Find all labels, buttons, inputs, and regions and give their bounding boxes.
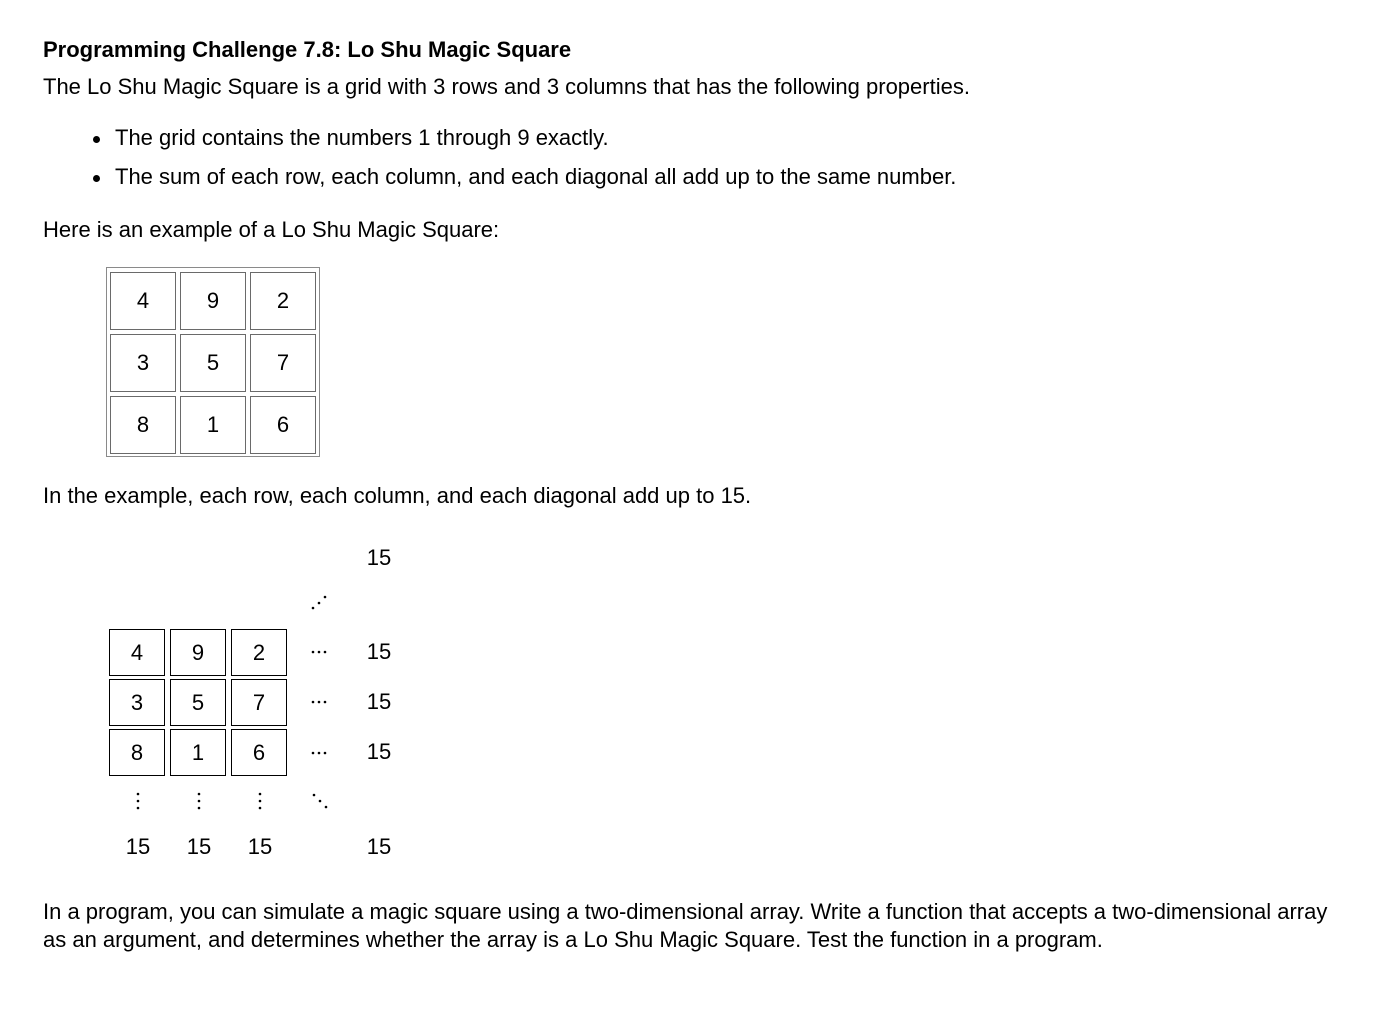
grid-cell: 6 <box>250 396 316 454</box>
diagonal-sum: 15 <box>366 834 392 859</box>
grid-cell: 6 <box>231 729 287 776</box>
dot-mark <box>137 807 140 810</box>
grid-cell: 5 <box>180 334 246 392</box>
column-sum: 15 <box>125 834 151 859</box>
task-paragraph: In a program, you can simulate a magic square using a two-dimensional array. Write a function that accepts a two-dimensional array as an argument, and determines whether the array is a Lo Shu Magic Square. Test the function in a program. <box>43 899 1328 952</box>
dot-mark <box>137 793 140 796</box>
list-item: The grid contains the numbers 1 through 9 exactly. <box>90 124 956 163</box>
grid-cell: 5 <box>170 679 226 726</box>
grid-cell: 9 <box>170 629 226 676</box>
grid-cell: 3 <box>110 334 176 392</box>
dot-mark <box>324 651 327 654</box>
dot-mark <box>324 701 327 704</box>
grid-cell: 4 <box>110 272 176 330</box>
grid-cell: 8 <box>110 396 176 454</box>
grid-cell: 7 <box>250 334 316 392</box>
grid-cell: 8 <box>109 729 165 776</box>
dot-mark <box>318 651 321 654</box>
grid-cell: 9 <box>180 272 246 330</box>
dot-mark <box>312 651 315 654</box>
dot-mark <box>137 800 140 803</box>
dot-mark <box>259 793 262 796</box>
dot-mark <box>325 806 328 809</box>
grid-cell: 3 <box>109 679 165 726</box>
column-sum: 15 <box>247 834 273 859</box>
dot-mark <box>259 800 262 803</box>
dot-mark <box>259 807 262 810</box>
example-label: Here is an example of a Lo Shu Magic Square: <box>43 217 500 242</box>
dot-mark <box>312 607 315 610</box>
dot-mark <box>198 793 201 796</box>
grid-cell: 1 <box>170 729 226 776</box>
dot-mark <box>318 602 321 605</box>
sum-explanation: In the example, each row, each column, and each diagonal add up to 15. <box>43 483 752 508</box>
grid-cell: 4 <box>109 629 165 676</box>
column-sum: 15 <box>186 834 212 859</box>
dot-mark <box>318 701 321 704</box>
dot-mark <box>324 752 327 755</box>
grid-cell: 2 <box>231 629 287 676</box>
page-title: Programming Challenge 7.8: Lo Shu Magic Square <box>43 37 572 62</box>
intro-paragraph: The Lo Shu Magic Square is a grid with 3 rows and 3 columns that has the following properties. <box>43 74 970 99</box>
dot-mark <box>198 800 201 803</box>
row-sum: 15 <box>366 689 392 714</box>
grid-cell: 7 <box>231 679 287 726</box>
row-sum: 15 <box>366 739 392 764</box>
dot-mark <box>324 596 327 599</box>
grid-cell: 2 <box>250 272 316 330</box>
dot-mark <box>313 794 316 797</box>
dot-mark <box>312 752 315 755</box>
row-sum: 15 <box>366 639 392 664</box>
list-item: The sum of each row, each column, and each diagonal all add up to the same number. <box>90 163 956 202</box>
dot-mark <box>318 752 321 755</box>
anti-diagonal-sum: 15 <box>366 545 392 570</box>
grid-cell: 1 <box>180 396 246 454</box>
dot-mark <box>198 807 201 810</box>
dot-mark <box>319 800 322 803</box>
dot-mark <box>312 701 315 704</box>
